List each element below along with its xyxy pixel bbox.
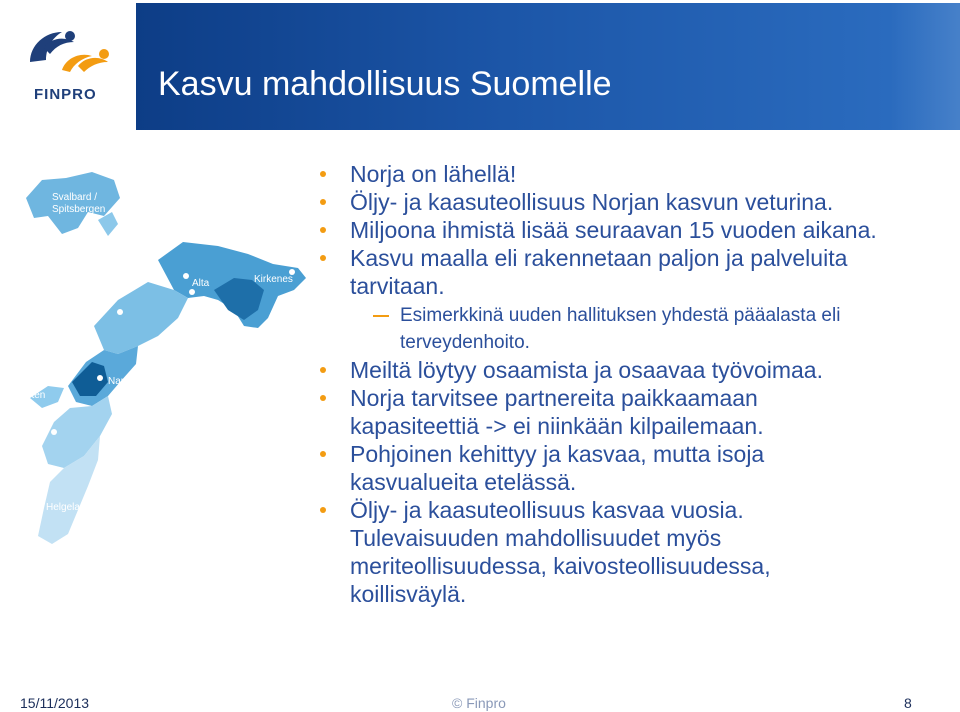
bullet-item: [316, 244, 946, 300]
map-label-helgeland: Helgeland: [46, 502, 92, 513]
sub-bullet-dash-icon: [373, 315, 389, 317]
map-label-bodo: Bodø: [22, 432, 46, 443]
sub-bullet-text: Esimerkkinä uuden hallituksen yhdestä pääalasta eli terveydenhoito.: [400, 305, 841, 353]
bullet-text: Norja on lähellä!: [350, 161, 517, 187]
bullet-text: Kasvu maalla eli rakennetaan paljon ja palveluita tarvitaan.: [350, 245, 848, 299]
bullet-text: Meiltä löytyy osaamista ja osaavaa työvoimaa.: [350, 357, 823, 383]
bullet-text: Norja tarvitsee partnereita paikkaamaan kapasiteettiä -> ei niinkään kilpailemaan.: [350, 385, 764, 439]
map-label-alta: Alta: [192, 278, 210, 289]
north-norway-map: [8, 150, 323, 560]
bullet-text: Öljy- ja kaasuteollisuus kasvaa vuosia. Tulevaisuuden mahdollisuudet myös meriteollisuudessa, kaivosteollisuudessa, koillisväylä.: [350, 497, 771, 607]
bullet-text: Miljoona ihmistä lisää seuraavan 15 vuoden aikana.: [350, 217, 877, 243]
map-label-spitsbergen: Spitsbergen: [52, 204, 106, 215]
bullet-item: [316, 356, 946, 384]
bullet-dot-icon: [320, 199, 326, 205]
map-label-narvik: Narvik: [108, 376, 137, 387]
bullet-item: [316, 496, 946, 608]
map-label-lofoten: Lofoten: [12, 390, 46, 401]
bullet-dot-icon: [320, 451, 326, 457]
map-label-kirkenes: Kirkenes: [254, 274, 293, 285]
bullet-dot-icon: [320, 395, 326, 401]
map-label-svalbard: Svalbard /: [52, 192, 98, 203]
bullet-dot-icon: [320, 255, 326, 261]
bullet-item: [316, 216, 946, 244]
troms-region: [94, 282, 188, 354]
bullet-list: [316, 160, 946, 608]
bullet-text: Öljy- ja kaasuteollisuus Norjan kasvun veturina.: [350, 189, 834, 215]
bullet-dot-icon: [320, 507, 326, 513]
bullet-dot-icon: [320, 227, 326, 233]
bullet-item: [316, 384, 946, 440]
footer-copyright: © Finpro: [452, 695, 506, 711]
bullet-text: Pohjoinen kehittyy ja kasvaa, mutta isoja kasvualueita etelässä.: [350, 441, 765, 495]
page-title: Kasvu mahdollisuus Suomelle: [158, 65, 612, 103]
footer-date: 15/11/2013: [20, 695, 90, 711]
finpro-logo-icon: [0, 0, 132, 90]
bullet-item: [316, 160, 946, 188]
sub-bullet-item: [316, 302, 946, 356]
title-bar: [136, 3, 960, 130]
finpro-logo: [0, 0, 132, 132]
map-label-nordkapp: Nordkapp: [182, 214, 226, 225]
bullet-item: [316, 440, 946, 496]
logo-text: FINPRO: [34, 86, 97, 103]
bullet-dot-icon: [320, 171, 326, 177]
map-label-tromso: Tromsø: [70, 300, 105, 311]
bullet-dot-icon: [320, 367, 326, 373]
page-number: 8: [904, 695, 912, 711]
bullet-item: [316, 188, 946, 216]
